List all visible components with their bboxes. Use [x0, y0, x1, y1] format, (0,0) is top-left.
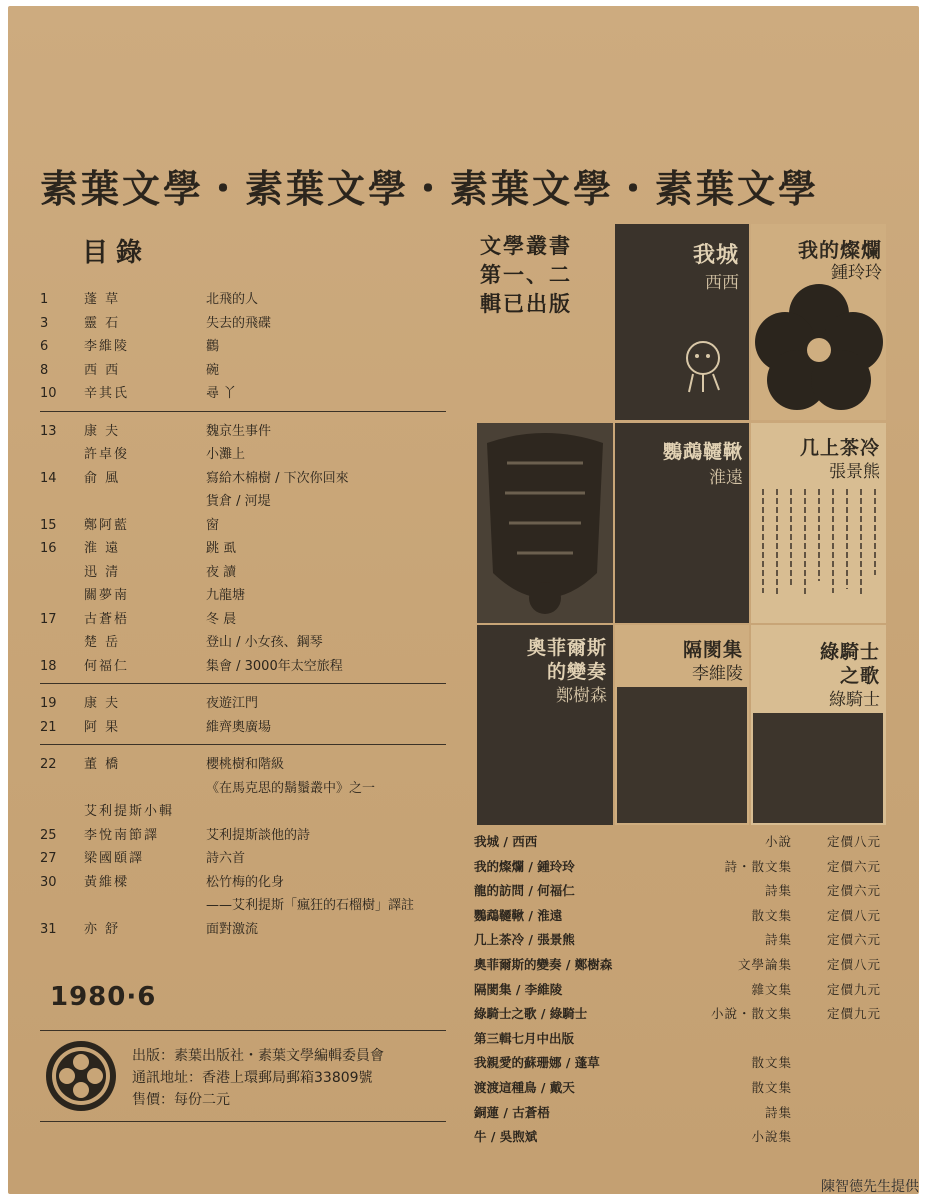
book-list-item — [474, 1051, 886, 1076]
toc-title: 跳 虱 — [206, 541, 237, 556]
toc-row — [40, 537, 446, 561]
section-divider — [40, 411, 446, 412]
flower-icon — [751, 276, 886, 416]
doodle-icon — [675, 336, 731, 396]
toc-title: 貨倉 / 河堤 — [206, 494, 271, 509]
series-heading: 文學叢書 第一、二 輯已出版 — [480, 234, 572, 316]
book-list-item — [474, 855, 886, 880]
toc-title: 北飛的人 — [206, 292, 259, 307]
toc-page-number: 18 — [40, 658, 57, 674]
toc-author: 阿 果 — [84, 719, 121, 735]
toc-row — [40, 312, 446, 336]
section-divider — [40, 683, 446, 684]
toc-row — [40, 420, 446, 444]
book-title: 鸚鵡韆鞦 / 淮遠 — [474, 907, 563, 923]
book-price: 定價六元 — [826, 858, 881, 874]
publisher-box — [40, 1030, 446, 1122]
cover-photo — [617, 687, 747, 823]
toc-row — [40, 443, 446, 467]
book-title: 奧菲爾斯的變奏 / 鄭樹森 — [474, 956, 613, 972]
toc-page-number: 17 — [40, 611, 57, 627]
book-price: 定價八元 — [826, 956, 881, 972]
book-list-item — [474, 978, 886, 1003]
cover-illustration — [753, 713, 883, 823]
toc-author: 康 夫 — [84, 696, 121, 711]
toc-title: 冬 晨 — [206, 611, 237, 627]
toc-author: 迅 清 — [84, 564, 121, 580]
toc-row — [40, 692, 446, 716]
book-title: 銅蓮 / 古蒼梧 — [474, 1104, 550, 1120]
toc-page-number: 14 — [40, 470, 57, 486]
toc-author: 李維陵 — [84, 339, 130, 354]
book-title: 第三輯七月中出版 — [474, 1030, 575, 1046]
book-list — [474, 830, 886, 1150]
toc-author: 俞 風 — [84, 470, 121, 486]
cover-yingwu: 鸚鵡韆鞦 淮遠 — [615, 423, 749, 623]
toc-author: 康 夫 — [84, 423, 121, 439]
toc-row — [40, 847, 446, 871]
toc-page-number: 3 — [40, 315, 49, 331]
book-price: 定價八元 — [826, 834, 881, 849]
toc-row — [40, 288, 446, 312]
toc-title: 登山 / 小女孩、鋼琴 — [206, 635, 323, 650]
toc-author: 董 橋 — [84, 757, 121, 772]
book-title: 綠騎士之歌 / 綠騎士 — [474, 1006, 588, 1022]
toc-row — [40, 359, 446, 383]
toc-title: 鸛 — [206, 339, 220, 354]
book-price: 定價九元 — [826, 1006, 881, 1022]
book-price: 定價九元 — [826, 981, 881, 997]
toc-page-number: 6 — [40, 339, 49, 354]
toc-row — [40, 753, 446, 777]
toc-title: 魏京生事件 — [206, 423, 272, 439]
book-title: 几上茶冷 / 張景熊 — [474, 932, 575, 948]
toc-row — [40, 584, 446, 608]
book-title: 渡渡這種鳥 / 戴天 — [474, 1079, 575, 1095]
toc-author: 淮 遠 — [84, 541, 121, 556]
toc-title: 碗 — [206, 362, 220, 378]
toc-author: 關夢南 — [84, 588, 130, 603]
toc-author: 許卓俊 — [84, 447, 130, 462]
toc-title: 櫻桃樹和階級 — [206, 757, 285, 772]
toc-row — [40, 655, 446, 679]
toc-row — [40, 467, 446, 491]
cover-pattern — [477, 423, 613, 623]
toc-row — [40, 335, 446, 359]
toc-title: 詩六首 — [206, 851, 246, 866]
toc-row — [40, 561, 446, 585]
book-genre: 小說 — [764, 834, 792, 849]
book-list-item — [474, 1101, 886, 1126]
toc-title: 《在馬克思的鬍鬚叢中》之一 — [206, 780, 376, 796]
toc-author: 亦 舒 — [84, 921, 121, 937]
book-title: 牛 / 吳煦斌 — [474, 1129, 538, 1145]
toc-page-number: 27 — [40, 851, 57, 866]
toc-author: 蓬 草 — [84, 292, 121, 307]
toc-row — [40, 824, 446, 848]
book-price: 定價八元 — [826, 907, 881, 923]
toc-author: 西 西 — [84, 362, 121, 378]
toc-row — [40, 894, 446, 918]
toc-page-number: 30 — [40, 874, 57, 890]
cover-aofeiersi: 奧菲爾斯 的變奏 鄭樹森 — [477, 625, 613, 825]
book-genre: 詩集 — [764, 932, 792, 948]
book-list-item — [474, 1125, 886, 1150]
book-title: 我親愛的蘇珊娜 / 蓬草 — [474, 1055, 600, 1071]
book-genre: 小說・散文集 — [710, 1006, 792, 1022]
book-list-item — [474, 830, 886, 855]
toc-row — [40, 490, 446, 514]
toc-title: 集會 / 3000年太空旅程 — [206, 658, 343, 674]
toc-page-number: 10 — [40, 386, 57, 401]
toc-title: 窗 — [206, 517, 220, 533]
toc-page-number: 25 — [40, 827, 57, 843]
toc-title: 尋 丫 — [206, 386, 237, 401]
book-list-item — [474, 1027, 886, 1052]
publisher-logo-icon — [44, 1039, 118, 1113]
book-list-item — [474, 1076, 886, 1101]
masthead-banner: 素葉文學・素葉文學・素葉文學・素葉文學 — [40, 167, 820, 211]
book-list-item — [474, 1002, 886, 1027]
section-divider — [40, 744, 446, 745]
book-genre: 詩・散文集 — [724, 858, 792, 874]
book-list-item — [474, 928, 886, 953]
toc-row — [40, 382, 446, 406]
book-price: 定價六元 — [826, 932, 881, 948]
pattern-graphic-icon — [477, 423, 613, 623]
toc-author: 李悅南節譯 — [84, 827, 160, 843]
issue-date: 1980·6 — [50, 982, 157, 1012]
publisher-line: 出版：素葉出版社・素葉文學編輯委員會 — [132, 1048, 384, 1064]
toc-row — [40, 918, 446, 942]
toc-author: 鄭阿藍 — [84, 517, 130, 533]
toc-title: 夜遊江門 — [206, 696, 259, 711]
toc-author: 黃維樑 — [84, 874, 130, 890]
toc-author: 梁國頤譯 — [84, 851, 145, 866]
credit-text: 陳智德先生提供 — [821, 1179, 919, 1195]
toc-title: 夜 讀 — [206, 564, 237, 580]
toc-row — [40, 871, 446, 895]
book-genre: 雜文集 — [751, 981, 792, 997]
toc-title: 失去的飛碟 — [206, 315, 272, 331]
book-genre: 散文集 — [751, 1055, 792, 1071]
toc-author: 何福仁 — [84, 658, 130, 674]
toc-page-number: 1 — [40, 292, 49, 307]
toc-title: 艾利提斯談他的詩 — [206, 827, 311, 843]
toc-author: 艾利提斯小輯 — [84, 804, 175, 819]
book-title: 我城 / 西西 — [474, 834, 538, 849]
book-genre: 詩集 — [764, 1104, 792, 1120]
book-genre: 小說集 — [751, 1129, 792, 1145]
address-line: 通訊地址：香港上環郵局郵箱33809號 — [132, 1070, 373, 1086]
toc-title: 寫給木棉樹 / 下次你回來 — [206, 470, 349, 486]
toc-author: 靈 石 — [84, 315, 121, 331]
toc-page-number: 8 — [40, 362, 49, 378]
book-title: 龍的訪問 / 何福仁 — [474, 883, 575, 899]
toc-page-number: 13 — [40, 423, 57, 439]
toc-page-number: 15 — [40, 517, 57, 533]
cover-wo-cheng: 我城 西西 — [615, 224, 749, 420]
cover-jishang-chaleng: 几上茶冷 張景熊 — [751, 423, 886, 623]
toc-row — [40, 800, 446, 824]
toc-title: 松竹梅的化身 — [206, 874, 285, 890]
toc-title: 小灘上 — [206, 447, 246, 462]
book-title: 我的燦爛 / 鍾玲玲 — [474, 858, 575, 874]
toc-author: 楚 岳 — [84, 635, 121, 650]
book-list-item — [474, 953, 886, 978]
toc-heading: 目錄 — [82, 238, 151, 268]
cover-wo-de-canlan: 我的燦爛 鍾玲玲 — [751, 224, 886, 420]
book-list-item — [474, 904, 886, 929]
toc-title: ——艾利提斯「瘋狂的石榴樹」譯註 — [206, 898, 415, 913]
cover-gehe-ji: 隔閡集 李維陵 — [615, 625, 749, 825]
book-genre: 詩集 — [764, 883, 792, 899]
handwriting-icon — [757, 485, 881, 605]
toc-row — [40, 608, 446, 632]
toc-page-number: 22 — [40, 757, 57, 772]
book-genre: 文學論集 — [737, 956, 792, 972]
toc-title: 面對激流 — [206, 921, 259, 937]
toc-row — [40, 777, 446, 801]
toc-page-number: 16 — [40, 541, 57, 556]
price-line: 售價：每份二元 — [132, 1092, 230, 1108]
toc-page-number: 31 — [40, 921, 57, 937]
toc-author: 辛其氏 — [84, 386, 130, 401]
toc-title: 九龍塘 — [206, 588, 246, 603]
toc-row — [40, 514, 446, 538]
book-genre: 散文集 — [751, 907, 792, 923]
book-genre: 散文集 — [751, 1079, 792, 1095]
book-price: 定價六元 — [826, 883, 881, 899]
toc-row — [40, 716, 446, 740]
book-list-item — [474, 879, 886, 904]
toc-page-number: 19 — [40, 696, 57, 711]
book-title: 隔閡集 / 李維陵 — [474, 981, 563, 997]
toc-page-number: 21 — [40, 719, 57, 735]
toc-author: 古蒼梧 — [84, 611, 130, 627]
toc-title: 維齊奧廣場 — [206, 719, 272, 735]
cover-lvqishi: 綠騎士 之歌 綠騎士 — [751, 625, 886, 825]
table-of-contents — [40, 288, 446, 941]
toc-row — [40, 631, 446, 655]
